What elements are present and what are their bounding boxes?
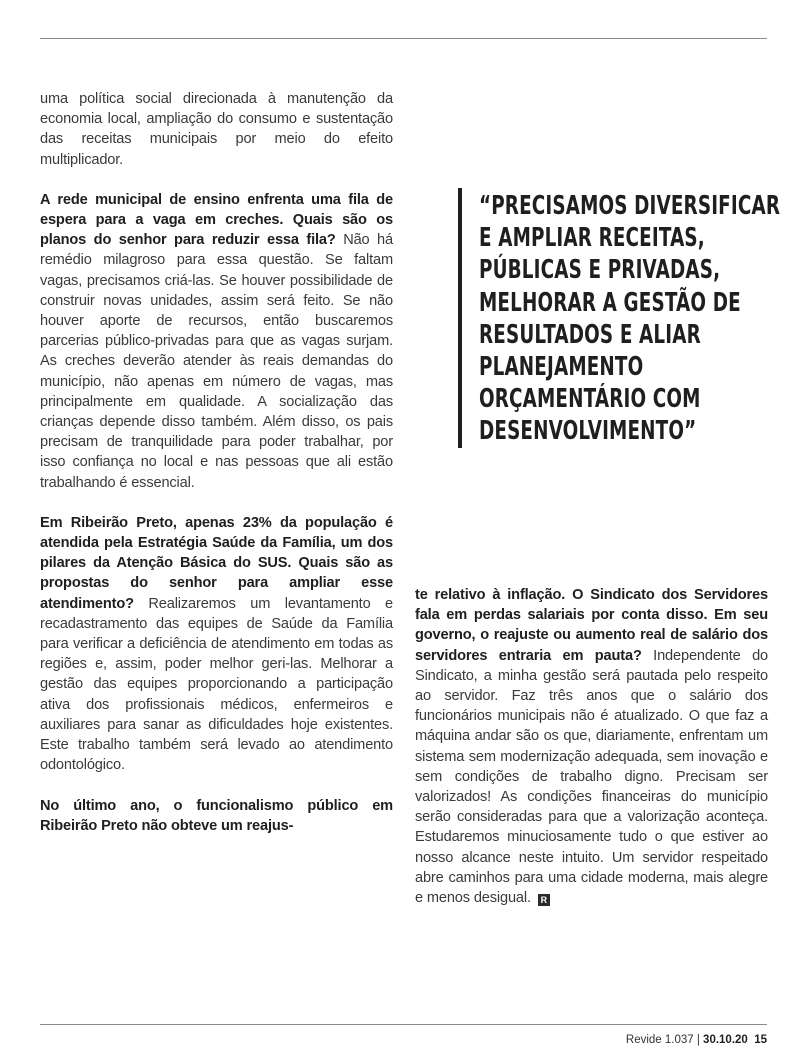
footer-date: 30.10.20 — [703, 1034, 748, 1046]
footer-magazine: Revide 1.037 | — [625, 1034, 700, 1046]
footer-page-number: 15 — [754, 1034, 767, 1046]
page-footer — [626, 1034, 767, 1046]
question-salary-start: No último ano, o funcionalismo público em Ribeirão Preto não obteve um reajus- — [40, 797, 393, 834]
answer-creches: Não há remédio milagroso para essa questão. Se faltam vagas, precisamos criá-las. Se houver possibilidade de construir novas unidades, assim será feito. Se não houver aporte de recursos, então buscaremos parcerias público-privadas para que as vagas surjam. As creches deverão atender às reais demandas do município, não apenas em número de vagas, mas principalmente em qualidade. A socialização das crianças depende disso também. Além disso, os pais precisam de tranquilidade para poder trabalhar, por isso confiança no local e nas pessoas que ali estão trabalhando é essencial. — [40, 232, 393, 491]
pull-quote-text: “PRECISAMOS DIVERSIFICAR E AMPLIAR RECEITAS, PÚBLICAS E PRIVADAS, MELHORAR A GESTÃO DE RESULTADOS E ALIAR PLANEJAMENTO ORÇAMENTÁRIO COM DESENVOLVIMENTO” — [479, 191, 781, 447]
question-health: Em Ribeirão Preto, apenas 23% da população é atendida pela Estratégia Saúde da Família, um dos pilares da Atenção Básica do SUS. Quais são as propostas do senhor para ampliar esse atendimento? — [40, 514, 393, 612]
answer-salary: Independente do Sindicato, a minha gestão será pautada pelo respeito ao servidor. Faz três anos que o salário dos funcionários municipais não é atualizado. O que faz a máquina andar são os que, diariamente, enfrentam um sistema sem modernização adequada, sem inovação e sem condições de trabalho digno. Precisam ser valorizados! As condições financeiras do município serão consideradas para que a valorização aconteça. Estudaremos minuciosamente tudo o que estiver ao nosso alcance neste intuito. Um servidor respeitado abre caminhos para uma cidade moderna, mais alegre e menos desigual. — [415, 647, 769, 907]
pull-quote — [458, 188, 781, 448]
paragraph-economy: uma política social direcionada à manutenção da economia local, ampliação do consumo e sustentação das receitas municipais por meio do efeito multiplicador. — [40, 91, 393, 168]
answer-health: Realizaremos um levantamento e recadastramento das equipes de Saúde da Família para verificar a deficiência de atendimento em todas as regiões e, assim, poder melhor geri-las. Melhorar a gestão das equipes proporcionando a participação ativa dos profissionais médicos, enfermeiros e auxiliares para sanar as dificuldades hoje existentes. Este trabalho também será levado ao atendimento odontológico. — [40, 595, 394, 774]
end-mark-icon: R — [538, 894, 550, 906]
paragraph-health — [40, 513, 393, 776]
question-salary-end: te relativo à inflação. O Sindicato dos Servidores fala em perdas salariais por conta disso. Em seu governo, o reajuste ou aumento real de salário dos servidores entraria em pauta? — [415, 587, 768, 664]
top-rule — [40, 38, 767, 39]
bottom-rule — [40, 1024, 767, 1025]
paragraph-salary-end — [415, 585, 768, 908]
paragraph-creches — [40, 190, 393, 493]
question-creches: A rede municipal de ensino enfrenta uma fila de espera para a vaga em creches. Quais são os planos do senhor para reduzir essa fila? — [40, 191, 393, 249]
right-column — [415, 585, 768, 908]
paragraph-salary-start — [40, 796, 393, 836]
left-column — [40, 89, 393, 836]
